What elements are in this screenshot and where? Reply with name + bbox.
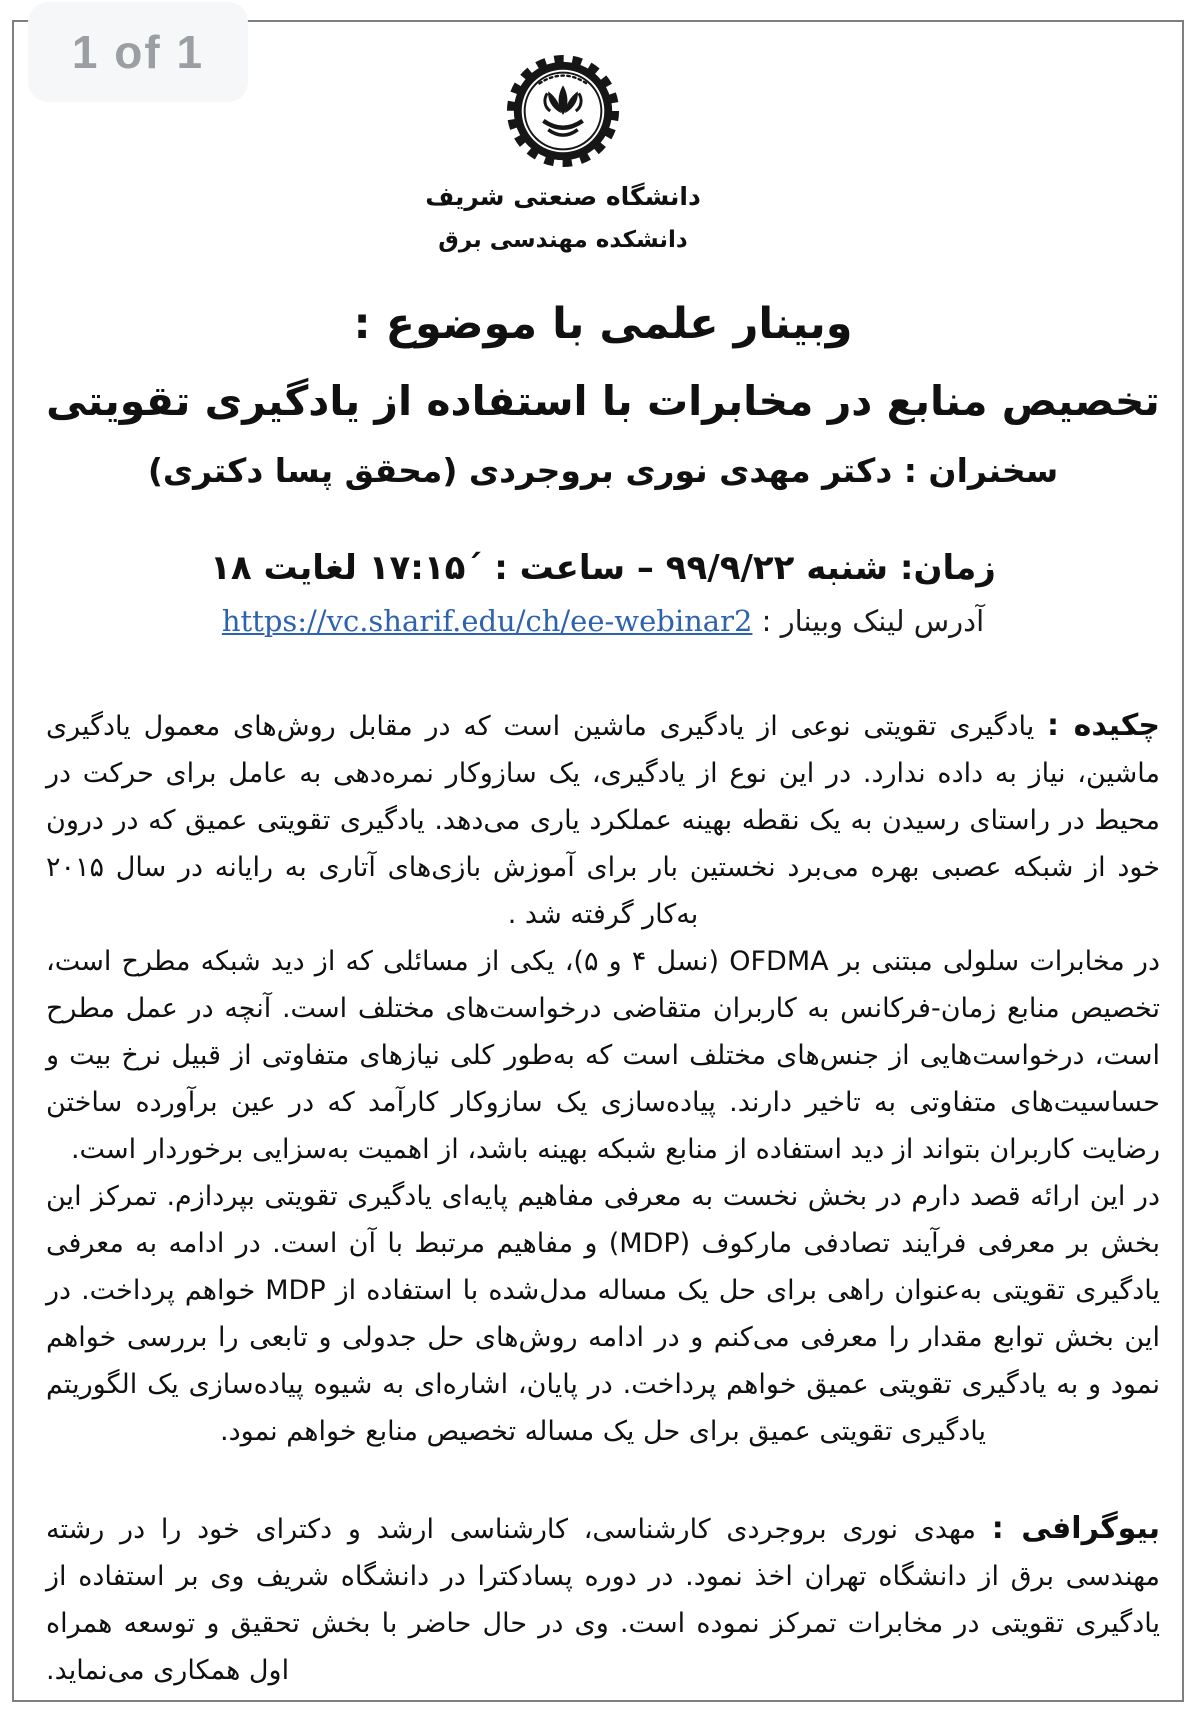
webinar-title-prefix: وبینار علمی با موضوع :	[353, 299, 853, 349]
abstract-lead: چکیده :	[1047, 708, 1160, 743]
abstract-paragraph-1	[46, 702, 1160, 938]
biography-lead: بیوگرافی :	[991, 1511, 1160, 1546]
university-name: دانشگاه صنعتی شریف	[425, 182, 701, 211]
faculty-name: دانشکده مهندسی برق	[438, 227, 688, 253]
biography-section	[46, 1505, 1160, 1694]
abstract-paragraph-3: در این ارائه قصد دارم در بخش نخست به معرفی مفاهیم پایه‌ای یادگیری تقویتی بپردازم. تمرکز این بخش بر معرفی فرآیند تصادفی مارکوف (MDP) و مفاهیم مرتبط با آن است. در ادامه به معرفی یادگیری تقویتی به‌عنوان راهی برای حل یک مساله مدل‌شده با استفاده از MDP خواهم پرداخت. در این بخش توابع مقدار را معرفی می‌کنم و در ادامه روش‌های حل جدولی و تابعی را بررسی خواهم نمود و به یادگیری تقویتی عمیق خواهم پرداخت. در پایان، اشاره‌ای به شیوه پیاده‌سازی یک الگوریتم یادگیری تقویتی عمیق برای حل یک مساله تخصیص منابع خواهم نمود.	[46, 1181, 1160, 1447]
webinar-link-label: آدرس لینک وبینار :	[752, 604, 985, 638]
webinar-title: تخصیص منابع در مخابرات با استفاده از یادگیری تقویتی	[46, 377, 1160, 425]
webinar-link-line	[46, 604, 1160, 638]
page-indicator-badge	[28, 2, 248, 102]
page-indicator-text: 1 of 1	[71, 26, 205, 78]
speaker-line: سخنران : دکتر مهدی نوری بروجردی (محقق پسا دکتری)	[147, 451, 1059, 490]
webinar-url-link[interactable]: https://vc.sharif.edu/ch/ee-webinar2	[221, 604, 753, 638]
document-content	[46, 52, 1160, 1694]
biography-paragraph	[46, 1505, 1160, 1694]
abstract-paragraph-1-text: یادگیری تقویتی نوعی از یادگیری ماشین است که در مقابل روش‌های معمول یادگیری ماشین، نیاز به داده ندارد. در این نوع از یادگیری، یک سازوکار نمره‌دهی به عامل برای حرکت در محیط در راستای رسیدن به یک نقطه بهینه عملکرد یاری می‌دهد. یادگیری تقویتی عمیق که در درون خود از شبکه عصبی بهره می‌برد نخستین بار برای آموزش بازی‌های آتاری به رایانه در سال ۲۰۱۵ به‌کار گرفته شد .	[46, 711, 1160, 930]
sharif-university-logo-icon	[504, 52, 622, 170]
abstract-section	[46, 702, 1160, 1455]
datetime-line: زمان: شنبه ۹۹/۹/۲۲ – ساعت : ´۱۷:۱۵ لغایت ۱۸	[210, 548, 996, 588]
biography-text: مهدی نوری بروجردی کارشناسی، کارشناسی ارشد و دکترای خود را در رشته مهندسی برق از دانشگاه تهران اخذ نمود. در دوره پسادکترا در دانشگاه شریف وی بر استفاده از یادگیری تقویتی در مخابرات تمرکز نموده است. وی در حال حاضر با بخش تحقیق و توسعه همراه اول همکاری می‌نماید.	[46, 1514, 1160, 1686]
abstract-paragraph-2: در مخابرات سلولی مبتنی بر OFDMA (نسل ۴ و ۵)، یکی از مسائلی که از دید شبکه مطرح است، تخصیص منابع زمان-فرکانس به کاربران متقاضی درخواست‌های مختلف است. آنچه در عمل مطرح است، درخواست‌هایی از جنس‌های مختلف است که به‌طور کلی نیازهای متفاوتی از قبیل نرخ بیت و حساسیت‌های متفاوتی به تاخیر دارند. پیاده‌سازی یک سازوکار کارآمد که در عین برآورده ساختن رضایت کاربران بتواند از دید استفاده از منابع شبکه بهینه باشد، از اهمیت به‌سزایی برخوردار است.	[46, 946, 1160, 1165]
